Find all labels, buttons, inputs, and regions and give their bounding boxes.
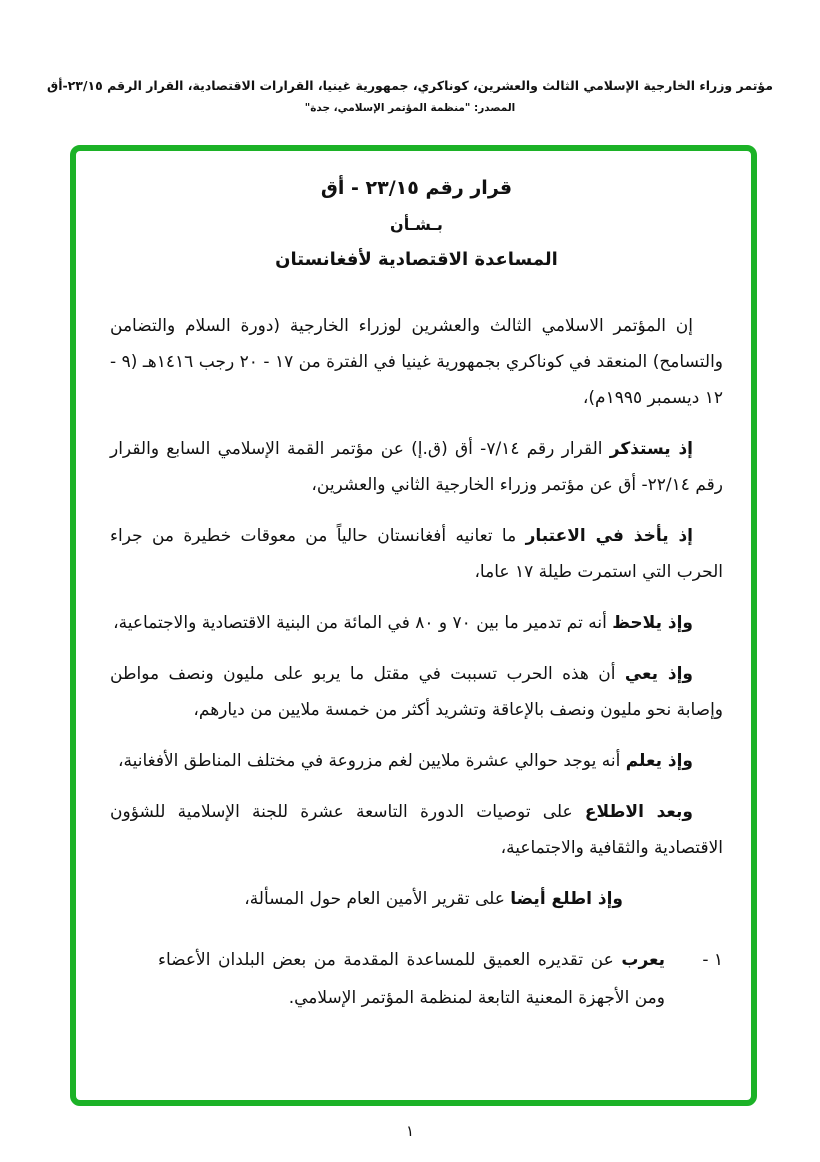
operative-item-1 <box>110 941 723 1017</box>
item-text <box>110 941 671 1017</box>
paragraph-lead: وإذ يعي <box>624 664 694 684</box>
resolution-number-title: قرار رقم ٢٣/١٥ - أق <box>320 177 513 199</box>
paragraph-text: القرار رقم ٧/١٤- أق (ق.إ) عن مؤتمر القمة الإسلامي السابع والقرار رقم ٢٢/١٤- أق عن مؤتمر وزراء الخارجية الثاني والعشرين، <box>110 439 723 495</box>
paragraph-text: ما تعانيه أفغانستان حالياً من معوقات خطيرة من جراء الحرب التي استمرت طيلة ١٧ عاما، <box>110 526 723 582</box>
resolution-title-block <box>110 177 723 270</box>
paragraph-text: أن هذه الحرب تسببت في مقتل ما يربو على مليون ونصف مواطن وإصابة نحو مليون ونصف بالإعاقة وتشريد أكثر من خمسة ملايين من ديارهم، <box>110 664 723 720</box>
page-number: ١ <box>405 1122 415 1140</box>
taking-into-account-paragraph <box>110 518 723 590</box>
preamble-paragraph <box>110 308 723 416</box>
paragraph-lead: وإذ يعلم <box>625 751 693 771</box>
paragraph-lead: وبعد الاطلاع <box>584 802 693 822</box>
having-also-reviewed-paragraph <box>200 881 623 917</box>
paragraph-text: إن المؤتمر الاسلامي الثالث والعشرين لوزراء الخارجية (دورة السلام والتضامن والتسامح) المنعقد في كوناكري بجمهورية غينيا في الفترة من ١٧ - ٢٠ رجب ١٤١٦هـ (٩ - ١٢ ديسمبر ١٩٩٥م)، <box>110 316 723 408</box>
resolution-subject-title: المساعدة الاقتصادية لأفغانستان <box>275 249 558 270</box>
item-number: ١ - <box>702 950 723 970</box>
resolution-body <box>76 151 751 1100</box>
noting-paragraph <box>110 605 723 641</box>
paragraph-text: على تقرير الأمين العام حول المسألة، <box>244 889 511 909</box>
paragraph-lead: إذ يأخذ في الاعتبار <box>525 526 694 546</box>
aware-paragraph <box>110 656 723 728</box>
paragraph-text: أنه يوجد حوالي عشرة ملايين لغم مزروعة في مختلف المناطق الأفغانية، <box>118 751 626 771</box>
resolution-concerning-label: بـشـأن <box>390 215 443 234</box>
item-body: عن تقديره العميق للمساعدة المقدمة من بعض البلدان الأعضاء ومن الأجهزة المعنية التابعة لمنظمة المؤتمر الإسلامي. <box>158 950 665 1008</box>
having-reviewed-paragraph <box>110 794 723 866</box>
paragraph-lead: وإذ اطلع أيضا <box>510 889 623 909</box>
paragraph-lead: وإذ يلاحظ <box>612 613 693 633</box>
recalling-paragraph <box>110 431 723 503</box>
paragraph-text: أنه تم تدمير ما بين ٧٠ و ٨٠ في المائة من البنية الاقتصادية والاجتماعية، <box>113 613 613 633</box>
header-publisher-line: المصدر: "منظمة المؤتمر الإسلامي، جدة" <box>304 102 516 114</box>
document-header <box>30 78 790 114</box>
paragraph-lead: إذ يستذكر <box>609 439 693 459</box>
item-lead: يعرب <box>621 950 665 970</box>
paragraph-text: على توصيات الدورة التاسعة عشرة للجنة الإسلامية للشؤون الاقتصادية والثقافية والاجتماعية، <box>110 802 723 858</box>
knowing-paragraph <box>110 743 723 779</box>
header-source-line: مؤتمر وزراء الخارجية الإسلامي الثالث والعشرين، كوناكري، جمهورية غينيا، القرارات الاقتصادية، القرار الرقم ٢٣/١٥-أق <box>47 78 773 93</box>
